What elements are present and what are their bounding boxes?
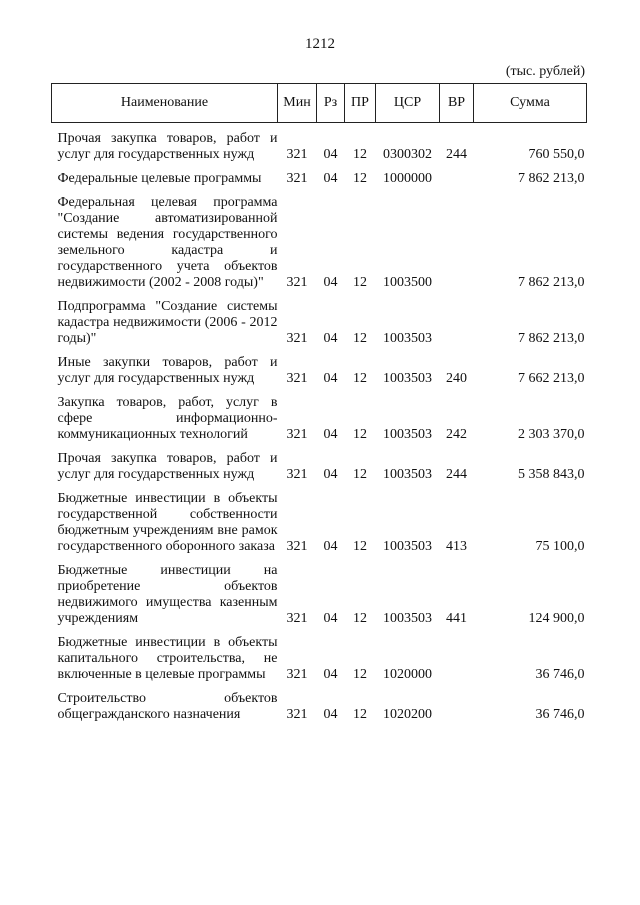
row-vr: 244 [446, 147, 467, 162]
row-pr: 12 [353, 427, 367, 442]
row-rz: 04 [323, 539, 338, 554]
row-vr: 244 [446, 467, 467, 482]
header-min: Мин [278, 84, 317, 123]
row-name: Бюджетные инвестиции в объекты капитального строительства, не включенные в целевые программы [57, 635, 278, 682]
row-csr: 1003503 [383, 427, 432, 442]
row-vr [440, 187, 474, 291]
units-label: (тыс. рублей) [505, 64, 585, 79]
row-min: 321 [286, 331, 308, 346]
budget-table [51, 83, 587, 723]
table-row [52, 627, 587, 683]
row-name: Прочая закупка товаров, работ и услуг для государственных нужд [57, 131, 278, 162]
row-vr [440, 163, 474, 187]
row-name: Бюджетные инвестиции на приобретение объектов недвижимого имущества казенным учреждениям [57, 563, 278, 626]
row-csr: 1020000 [383, 667, 432, 682]
row-csr: 1000000 [383, 171, 432, 186]
row-csr: 1003503 [383, 611, 432, 626]
row-name: Федеральная целевая программа "Создание автоматизированной системы ведения государственного земельного кадастра и государственного учета объектов недвижимости (2002 - 2008 годы)" [57, 195, 278, 290]
table-row [52, 187, 587, 291]
row-vr: 240 [446, 371, 467, 386]
row-sum: 7 862 213,0 [518, 171, 585, 186]
table-row [52, 123, 587, 164]
header-csr: ЦСР [376, 84, 440, 123]
header-sum: Сумма [474, 84, 587, 123]
row-sum: 2 303 370,0 [518, 427, 585, 442]
row-min: 321 [286, 371, 308, 386]
row-min: 321 [286, 275, 308, 290]
table-row [52, 555, 587, 627]
row-name: Федеральные целевые программы [57, 171, 262, 186]
row-name: Строительство объектов общегражданского назначения [57, 691, 278, 722]
row-rz: 04 [323, 707, 338, 722]
table-row [52, 387, 587, 443]
row-pr: 12 [353, 707, 367, 722]
row-rz: 04 [323, 667, 338, 682]
row-min: 321 [286, 171, 308, 186]
row-csr: 0300302 [383, 147, 432, 162]
row-pr: 12 [353, 611, 367, 626]
row-min: 321 [286, 707, 308, 722]
row-pr: 12 [353, 667, 367, 682]
table-header-row [52, 84, 587, 123]
row-vr: 242 [446, 427, 467, 442]
row-pr: 12 [353, 331, 367, 346]
row-csr: 1003503 [383, 371, 432, 386]
row-vr: 413 [446, 539, 467, 554]
row-csr: 1003503 [383, 331, 432, 346]
row-rz: 04 [323, 171, 338, 186]
row-sum: 75 100,0 [535, 539, 585, 554]
row-vr [440, 627, 474, 683]
row-min: 321 [286, 667, 308, 682]
row-min: 321 [286, 539, 308, 554]
row-rz: 04 [323, 275, 338, 290]
row-rz: 04 [323, 331, 338, 346]
row-pr: 12 [353, 371, 367, 386]
row-csr: 1003503 [383, 539, 432, 554]
table-row [52, 291, 587, 347]
table-row [52, 683, 587, 723]
row-sum: 124 900,0 [528, 611, 585, 626]
page-number: 1212 [305, 36, 335, 52]
row-sum: 36 746,0 [535, 707, 585, 722]
row-rz: 04 [323, 427, 338, 442]
row-pr: 12 [353, 467, 367, 482]
row-csr: 1003500 [383, 275, 432, 290]
row-name: Прочая закупка товаров, работ и услуг для государственных нужд [57, 451, 278, 482]
header-vr: ВР [440, 84, 474, 123]
row-sum: 36 746,0 [535, 667, 585, 682]
row-name: Бюджетные инвестиции в объекты государственной собственности бюджетным учреждениям вне рамок государственного оборонного заказа [57, 491, 278, 554]
table-row [52, 347, 587, 387]
header-pr: ПР [345, 84, 376, 123]
row-sum: 7 862 213,0 [518, 331, 585, 346]
row-min: 321 [286, 611, 308, 626]
row-pr: 12 [353, 275, 367, 290]
header-rz: Рз [317, 84, 345, 123]
table-row [52, 483, 587, 555]
row-sum: 5 358 843,0 [518, 467, 585, 482]
row-pr: 12 [353, 147, 367, 162]
row-vr: 441 [446, 611, 467, 626]
row-rz: 04 [323, 467, 338, 482]
row-rz: 04 [323, 371, 338, 386]
row-name: Иные закупки товаров, работ и услуг для государственных нужд [57, 355, 278, 386]
row-name: Подпрограмма "Создание системы кадастра недвижимости (2006 - 2012 годы)" [57, 299, 278, 346]
row-pr: 12 [353, 539, 367, 554]
row-pr: 12 [353, 171, 367, 186]
table-row [52, 163, 587, 187]
row-rz: 04 [323, 611, 338, 626]
row-sum: 760 550,0 [528, 147, 585, 162]
row-sum: 7 862 213,0 [518, 275, 585, 290]
row-min: 321 [286, 427, 308, 442]
row-rz: 04 [323, 147, 338, 162]
row-sum: 7 662 213,0 [518, 371, 585, 386]
row-vr [440, 291, 474, 347]
table-row [52, 443, 587, 483]
row-min: 321 [286, 467, 308, 482]
header-name: Наименование [52, 84, 278, 123]
row-min: 321 [286, 147, 308, 162]
row-csr: 1020200 [383, 707, 432, 722]
row-name: Закупка товаров, работ, услуг в сфере информационно-коммуникационных технологий [57, 395, 278, 442]
row-csr: 1003503 [383, 467, 432, 482]
row-vr [440, 683, 474, 723]
